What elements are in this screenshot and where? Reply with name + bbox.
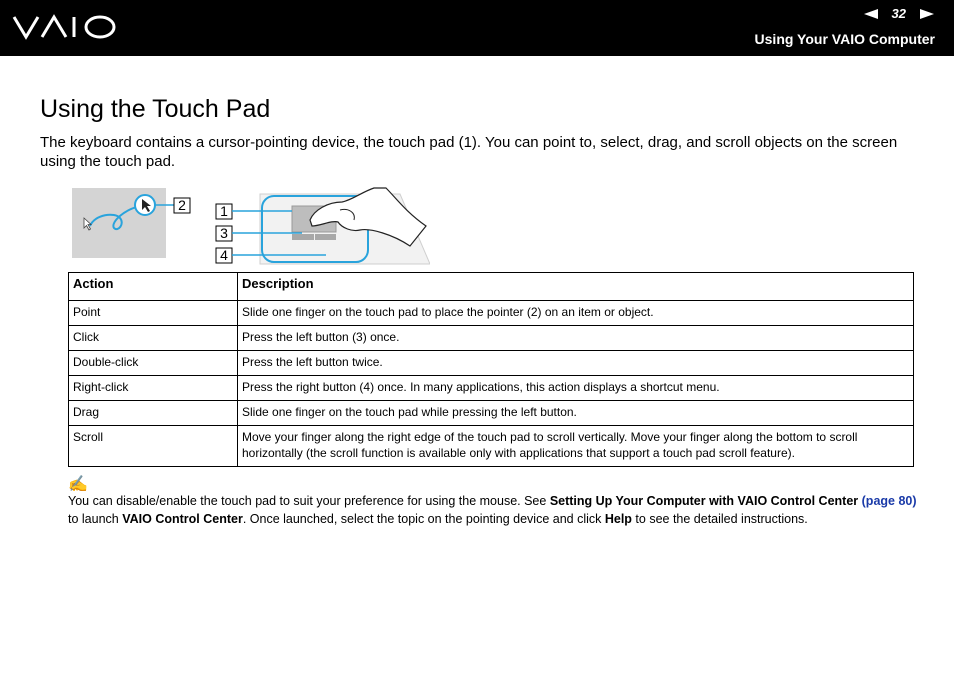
table-header-row xyxy=(69,273,914,301)
pencil-note-icon: ✍ xyxy=(68,476,88,493)
table-row xyxy=(69,301,914,326)
page-header xyxy=(0,0,954,56)
note-text: to launch xyxy=(68,512,123,526)
table-row xyxy=(69,376,914,401)
vaio-logo xyxy=(12,13,120,41)
action-cell: Scroll xyxy=(69,426,238,467)
prev-arrow-icon[interactable] xyxy=(864,9,878,19)
column-header-action: Action xyxy=(69,273,238,301)
note-bold-help: Help xyxy=(604,512,632,526)
section-title: Using Your VAIO Computer xyxy=(754,31,935,47)
touchpad-illustration xyxy=(70,184,430,270)
svg-text:3: 3 xyxy=(220,225,228,241)
right-button xyxy=(315,234,336,240)
svg-text:4: 4 xyxy=(220,247,228,263)
action-cell: Click xyxy=(69,326,238,351)
description-cell: Press the left button twice. xyxy=(238,351,914,376)
intro-paragraph: The keyboard contains a cursor-pointing device, the touch pad (1). You can point to, select, drag, and scroll objects on the screen using the touch pad. xyxy=(40,134,898,170)
description-cell: Press the left button (3) once. xyxy=(238,326,914,351)
description-cell: Move your finger along the right edge of the touch pad to scroll vertically. Move your finger along the bottom to scroll horizontally (the scroll function is available only with applications that support a touch pad scroll feature). xyxy=(238,426,914,467)
note-text: to see the detailed instructions. xyxy=(631,512,808,526)
page-nav xyxy=(864,6,934,21)
table-row xyxy=(69,351,914,376)
table-row xyxy=(69,401,914,426)
action-cell: Point xyxy=(69,301,238,326)
column-header-description: Description xyxy=(238,273,914,301)
note-text: You can disable/enable the touch pad to suit your preference for using the mouse. See xyxy=(68,494,550,508)
action-cell: Drag xyxy=(69,401,238,426)
svg-text:2: 2 xyxy=(178,197,186,213)
action-cell: Double-click xyxy=(69,351,238,376)
left-button xyxy=(292,234,314,240)
description-cell: Press the right button (4) once. In many applications, this action displays a shortcut menu. xyxy=(238,376,914,401)
svg-text:1: 1 xyxy=(220,203,228,219)
note-bold-vcc: VAIO Control Center xyxy=(122,512,243,526)
note-block xyxy=(68,476,918,528)
note-text: . Once launched, select the topic on the pointing device and click xyxy=(242,512,605,526)
description-cell: Slide one finger on the touch pad while pressing the left button. xyxy=(238,401,914,426)
next-arrow-icon[interactable] xyxy=(920,9,934,19)
description-cell: Slide one finger on the touch pad to place the pointer (2) on an item or object. xyxy=(238,301,914,326)
page-number: 32 xyxy=(891,6,906,21)
table-row xyxy=(69,426,914,467)
touchpad-actions-table xyxy=(68,272,914,467)
table-row xyxy=(69,326,914,351)
note-bold-settings: Setting Up Your Computer with VAIO Control Center xyxy=(549,494,859,508)
page-title: Using the Touch Pad xyxy=(40,95,271,123)
page-80-link[interactable]: (page 80) xyxy=(861,494,917,508)
action-cell: Right-click xyxy=(69,376,238,401)
